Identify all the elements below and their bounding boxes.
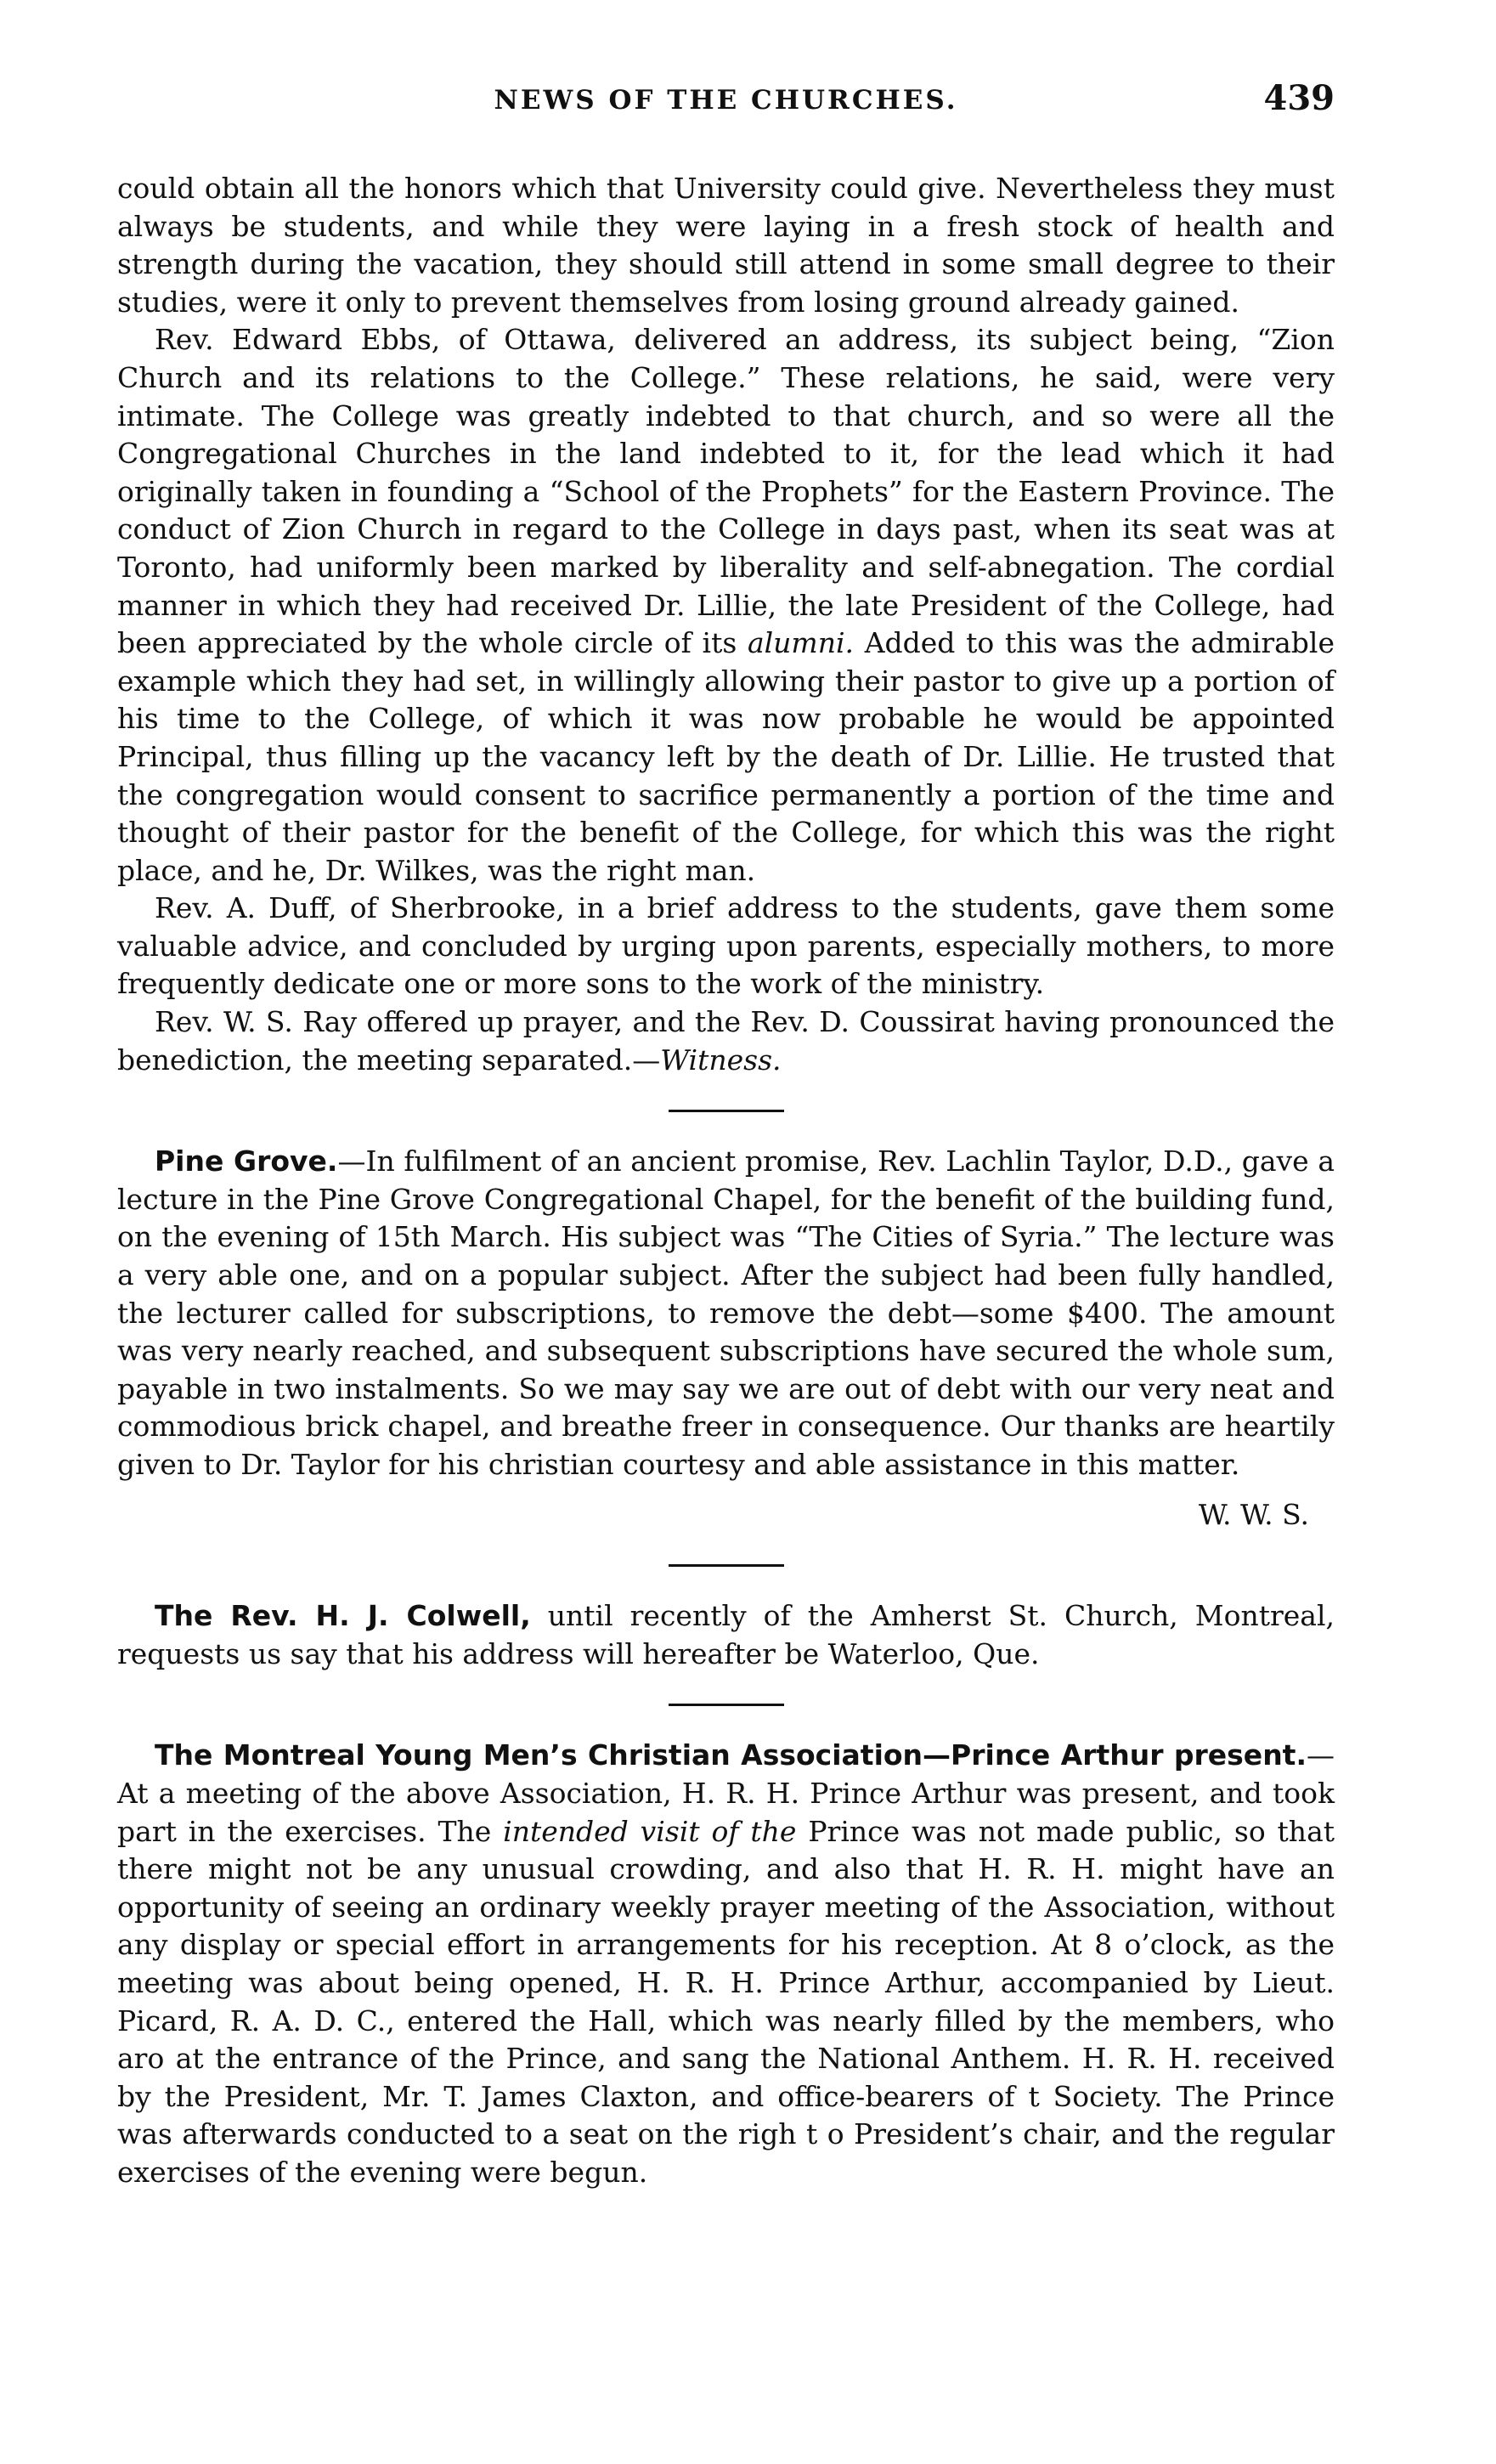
college-paragraph-2-part-a: Rev. Edward Ebbs, of Ottawa, delivered an address, its subject being, “Zion Church and its relations to the College.” These relations, he said, were very intimate. The College was greatly indebted to that church, and so were all the Congregational Churches in the land indebted to it, for the lead which it had originally taken in founding a “School of the Prophets” for the Eastern Province. The conduct of Zion Church in regard to the College in days past, when its seat was at Toronto, had uniformly been marked by liberality and self-abnegation. The cordial manner in which they had received Dr. Lillie, the late President of the College, had been appreciated by the whole circle of its bbox=[117, 323, 1335, 660]
page-header bbox=[117, 0, 1335, 170]
pine-grove-item bbox=[117, 1143, 1335, 1483]
page-number: 439 bbox=[1263, 78, 1335, 118]
college-paragraph-3: Rev. A. Duff, of Sherbrooke, in a brief address to the students, gave them some valuable advice, and concluded by urging upon parents, especially mothers, to more frequently dedicate one or more sons to the work of the ministry. bbox=[117, 891, 1335, 1001]
source-credit: Witness. bbox=[660, 1043, 782, 1077]
pine-grove-text: —In fulfilment of an ancient promise, Rev. Lachlin Taylor, D.D., gave a lecture in the Pine Grove Congregational Chapel, for the benefit of the building fund, on the evening of 15th March. His subject was “The Cities of Syria.” The lecture was a very able one, and on a popular subject. After the subject had been fully handled, the lecturer called for subscriptions, to remove the debt—some $400. The amount was very nearly reached, and subsequent subscriptions have secured the whole sum, payable in two instalments. So we may say we are out of debt with our very neat and commodious brick chapel, and breathe freer in consequence. Our thanks are heartily given to Dr. Taylor for his christian courtesy and able assistance in this matter. bbox=[117, 1144, 1335, 1481]
ymca-text-part-a: —At a meeting of the above Association, H. R. H. Prince Arthur was present, and took part in the exercises. The bbox=[117, 1738, 1335, 1848]
closing-text: Rev. W. S. Ray offered up prayer, and the Rev. D. Coussirat having pronounced the benediction, the meeting separated.— bbox=[117, 1005, 1335, 1077]
alumni-term: alumni. bbox=[747, 626, 855, 660]
pine-grove-signature: W. W. S. bbox=[1198, 1497, 1309, 1531]
college-paragraph-2-part-b: Added to this was the admirable example which they had set, in willingly allowing their pastor to give up a portion of his time to the College, of which it was now probable he would be appointed Principal, thus filling up the vacancy left by the death of Dr. Lillie. He trusted that the congregation would consent to sacrifice permanently a portion of the time and thought of their pastor for the benefit of the College, for which this was the right place, and he, Dr. Wilkes, was the right man. bbox=[117, 626, 1335, 887]
college-paragraph-1: could obtain all the honors which that University could give. Nevertheless they must always be students, and while they were laying in a fresh stock of health and strength during the vacation, they should still attend in some small degree to their studies, were it only to prevent themselves from losing ground already gained. bbox=[117, 172, 1335, 319]
ymca-text-italic: intended visit of the bbox=[503, 1814, 797, 1848]
section-divider bbox=[669, 1704, 784, 1706]
ymca-item bbox=[117, 1737, 1335, 2191]
running-title: NEWS OF THE CHURCHES. bbox=[494, 85, 958, 116]
ymca-heading: The Montreal Young Men’s Christian Association—Prince Arthur present. bbox=[155, 1738, 1307, 1772]
section-divider bbox=[669, 1110, 784, 1112]
colwell-text: until recently of the Amherst St. Church, Montreal, requests us say that his address will hereafter be Waterloo, Que. bbox=[117, 1599, 1335, 1670]
colwell-heading: The Rev. H. J. Colwell, bbox=[155, 1599, 531, 1633]
ymca-text-part-b: Prince was not made public, so that there might not be any unusual crowding, and also that H. R. H. might have an opportunity of seeing an ordinary weekly prayer meeting of the Association, without any display or special effort in arrangements for his reception. At 8 o’clock, as the meeting was about being opened, H. R. H. Prince Arthur, accompanied by Lieut. Picard, R. A. D. C., entered the Hall, which was nearly filled by the members, who aro at the entrance of the Prince, and sang the National Anthem. H. R. H. received by the President, Mr. T. James Claxton, and office-bearers of t Society. The Prince was afterwards conducted to a seat on the righ t o President’s chair, and the regular exercises of the evening were begun. bbox=[117, 1814, 1335, 2189]
colwell-item bbox=[117, 1597, 1335, 1673]
pine-grove-heading: Pine Grove. bbox=[155, 1144, 338, 1178]
college-paragraph-2 bbox=[117, 321, 1335, 890]
article-body bbox=[117, 170, 1335, 2192]
section-divider bbox=[669, 1564, 784, 1567]
college-paragraph-4 bbox=[117, 1003, 1335, 1079]
